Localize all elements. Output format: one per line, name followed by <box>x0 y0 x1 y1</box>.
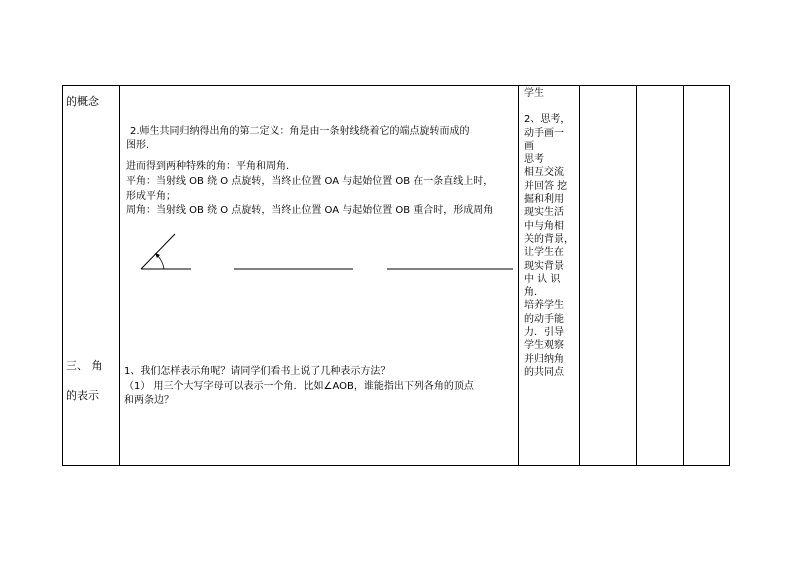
activity-line: 2、思考， <box>524 114 571 126</box>
three-letter-method: （1） 用三个大写字母可以表示一个角．比如∠AOB，谁能指出下列各角的顶点 <box>124 381 474 392</box>
straight-angle-definition-cont: 形成平角； <box>126 191 176 202</box>
section-3-heading-line1: 三、 角 <box>66 359 103 372</box>
activity-line: 并归纳角 <box>524 353 564 365</box>
concept-label: 的概念 <box>66 95 99 108</box>
activity-line <box>524 100 576 113</box>
activity-line: 掘和利用 <box>524 194 564 206</box>
activity-line: 关的背景， <box>524 233 574 245</box>
activity-column <box>524 87 576 379</box>
angle-figures <box>63 86 731 467</box>
activity-line: 并回答 挖 <box>524 180 568 192</box>
activity-line: 画 <box>524 140 534 152</box>
straight-angle-definition: 平角：当射线 OB 绕 O 点旋转，当终止位置 OA 与起始位置 OB 在一条直线上时， <box>126 176 494 187</box>
activity-line: 现实生活 <box>524 207 564 219</box>
activity-line: 相互交流 <box>524 167 564 179</box>
rotating-angle-figure <box>141 234 191 269</box>
activity-line: 思考 <box>524 154 544 166</box>
definition-paragraph-cont: 图形. <box>126 140 150 151</box>
definition-paragraph: 2.师生共同归纳得出角的第二定义：角是由一条射线绕着它的端点旋转而成的 <box>130 126 470 137</box>
activity-line: 的动手能 <box>524 313 564 325</box>
activity-line: 现实背景 <box>524 260 564 272</box>
activity-line: 学生观察 <box>524 340 564 352</box>
representation-question: 1、我们怎样表示角呢？请同学们看书上说了几种表示方法？ <box>124 366 391 377</box>
section-3-heading-line2: 的表示 <box>66 389 99 402</box>
three-letter-method-cont: 和两条边？ <box>124 395 174 406</box>
activity-line: 让学生在 <box>524 247 564 259</box>
activity-line: 角． <box>524 287 544 299</box>
activity-line: 培养学生 <box>524 300 564 312</box>
activity-line: 力．引导 <box>524 327 564 339</box>
full-angle-definition: 周角：当射线 OB 绕 O 点旋转，当终止位置 OA 与起始位置 OB 重合时，形成周角 <box>126 205 494 216</box>
special-angles-intro: 进而得到两种特殊的角：平角和周角. <box>126 161 290 172</box>
activity-line: 的共同点 <box>524 366 564 378</box>
lesson-table <box>62 85 730 466</box>
activity-line: 动手画一 <box>524 127 564 139</box>
activity-line: 学生 <box>524 88 544 99</box>
activity-line: 中与角相 <box>524 220 564 232</box>
activity-line: 中 认 识 <box>524 273 561 285</box>
